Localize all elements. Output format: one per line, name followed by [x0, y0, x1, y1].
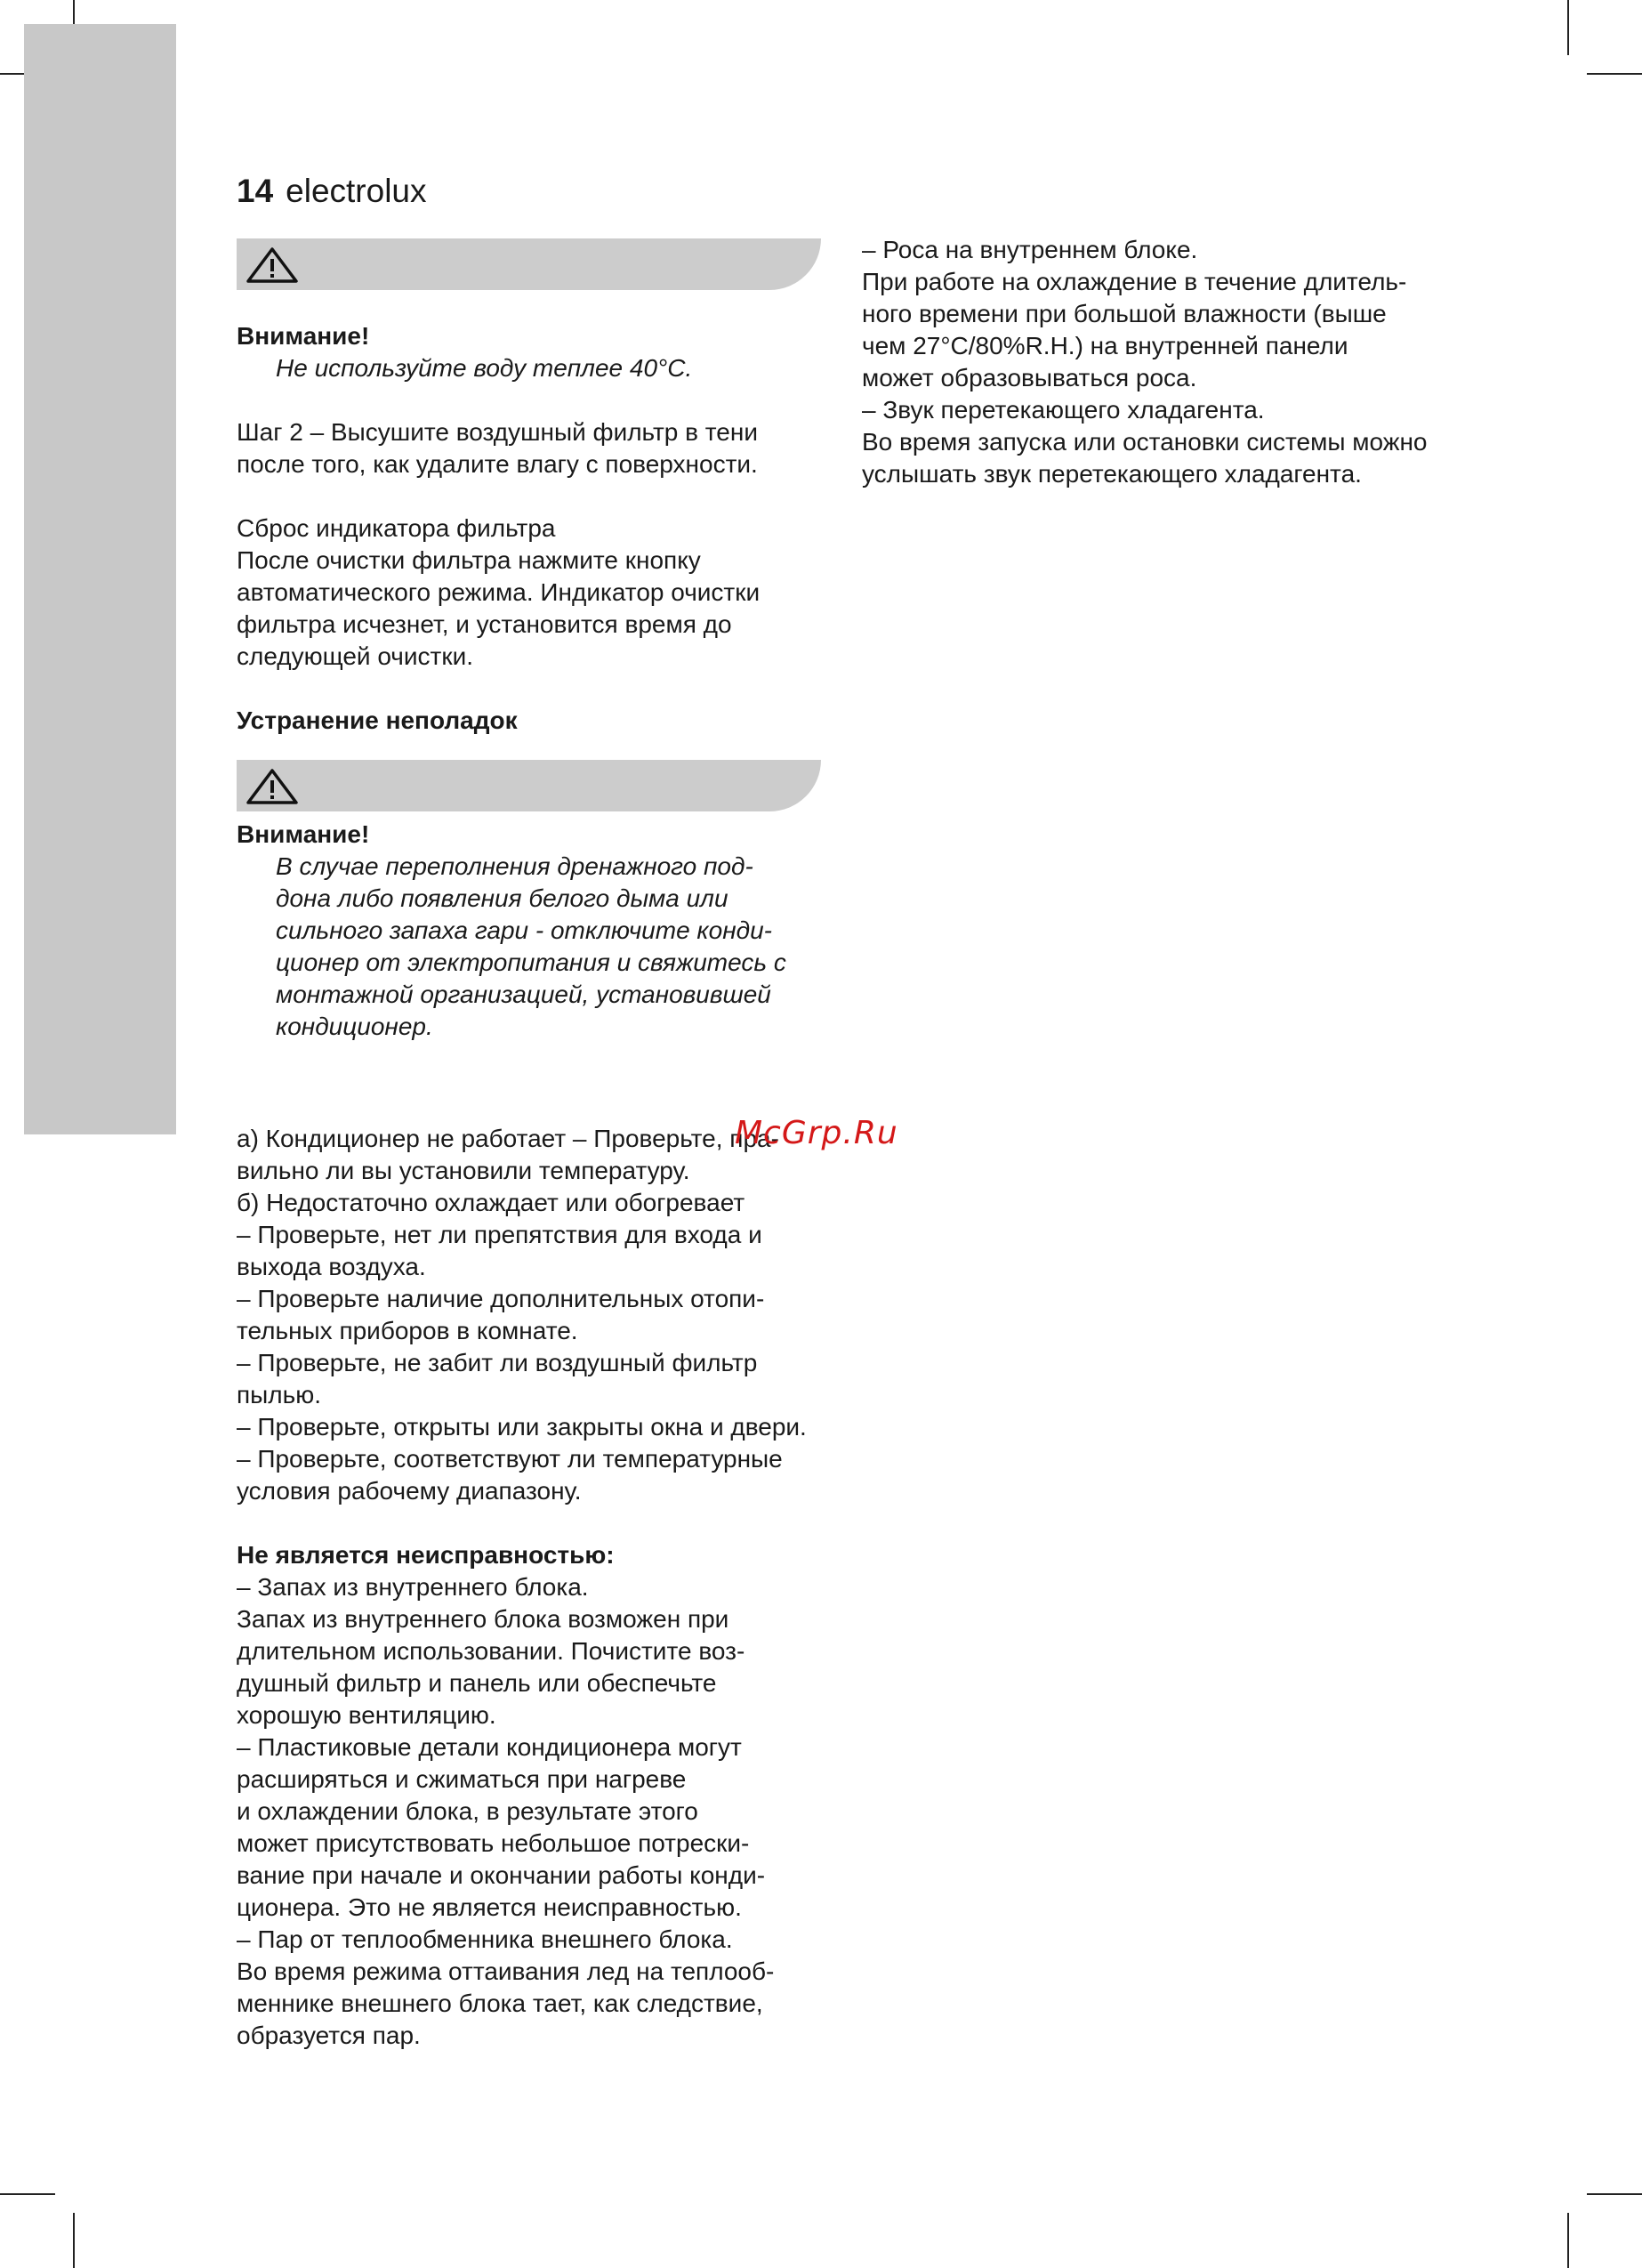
warning-title: Внимание! [237, 322, 370, 350]
text-line: После очистки фильтра нажмите кнопку [237, 546, 701, 574]
page-header [237, 173, 427, 210]
crop-mark [1587, 2193, 1642, 2195]
warning-text [237, 851, 841, 1043]
text-line: – Запах из внутреннего блока. [237, 1573, 589, 1601]
text-line: В случае переполнения дренажного под- [276, 852, 753, 880]
text-line: – Проверьте наличие дополнительных отопи- [237, 1285, 765, 1312]
text-line: вание при начале и окончании работы конди- [237, 1861, 766, 1889]
text-line: Шаг 2 – Высушите воздушный фильтр в тени [237, 418, 758, 446]
text-line: а) Кондиционер не работает – Проверьте, пра- [237, 1125, 779, 1152]
text-line: услышать звук перетекающего хладагента. [862, 460, 1362, 488]
text-line: меннике внешнего блока тает, как следствие, [237, 1990, 763, 2017]
text-line: – Звук перетекающего хладагента. [862, 396, 1265, 424]
text-line: При работе на охлаждение в течение длитель- [862, 268, 1407, 295]
warning-title: Внимание! [237, 820, 370, 848]
text-line: – Проверьте, открыты или закрыты окна и двери. [237, 1413, 807, 1441]
right-column [862, 234, 1502, 490]
text-line: может образовываться роса. [862, 364, 1197, 391]
watermark: McGrp.Ru [735, 1115, 898, 1151]
page-number: 14 [237, 173, 274, 209]
crop-mark [1587, 73, 1642, 75]
text-line: б) Недостаточно охлаждает или обогревает [237, 1189, 745, 1216]
text-line: монтажной организацией, установившей [276, 981, 771, 1008]
text-line: выхода воздуха. [237, 1253, 426, 1280]
sidebar-tab [24, 24, 176, 1134]
text-line: хорошую вентиляцию. [237, 1701, 496, 1729]
text-line: Во время режима оттаивания лед на теплооб- [237, 1957, 775, 1985]
text-line: – Проверьте, соответствуют ли температурные [237, 1445, 783, 1473]
text-line: образуется пар. [237, 2022, 421, 2049]
text-line: фильтра исчезнет, и установится время до [237, 610, 732, 638]
warning-triangle-icon [245, 246, 299, 284]
section-heading: Не является неисправностью: [237, 1541, 615, 1569]
text-line: кондиционер. [276, 1013, 433, 1040]
text-line: – Пластиковые детали кондиционера могут [237, 1733, 742, 1761]
warning-bar [237, 760, 841, 811]
text-line: пылью. [237, 1381, 321, 1408]
text-line: – Роса на внутреннем блоке. [862, 236, 1198, 263]
text-line: ного времени при большой влажности (выше [862, 300, 1387, 327]
warning-triangle-icon [245, 768, 299, 805]
text-line: – Пар от теплообменника внешнего блока. [237, 1925, 733, 1953]
text-line: автоматического режима. Индикатор очистки [237, 578, 761, 606]
brand-name: electrolux [286, 173, 427, 209]
text-line: дона либо появления белого дыма или [276, 884, 728, 912]
section-heading: Устранение неполадок [237, 706, 518, 734]
text-line: сильного запаха гари - отключите конди- [276, 916, 773, 944]
text-line: тельных приборов в комнате. [237, 1317, 578, 1344]
text-line: ционер от электропитания и свяжитесь с [276, 948, 786, 976]
text-line: вильно ли вы установили температуру. [237, 1157, 690, 1184]
text-line: расширяться и сжиматься при нагреве [237, 1765, 687, 1793]
text-line: Во время запуска или остановки системы можно [862, 428, 1428, 456]
text-line: ционера. Это не является неисправностью. [237, 1893, 742, 1921]
text-line: Запах из внутреннего блока возможен при [237, 1605, 729, 1633]
text-line: условия рабочему диапазону. [237, 1477, 582, 1505]
text-line: чем 27°C/80%R.H.) на внутренней панели [862, 332, 1348, 359]
crop-mark [0, 2193, 55, 2195]
warning-bar [237, 238, 841, 290]
text-line: длительном использовании. Почистите воз- [237, 1637, 745, 1665]
text-line: душный фильтр и панель или обеспечьте [237, 1669, 717, 1697]
crop-mark [1567, 2213, 1569, 2268]
text-line: может присутствовать небольшое потрески- [237, 1829, 750, 1857]
crop-mark [1567, 0, 1569, 55]
text-line: Не используйте воду теплее 40°C. [276, 354, 693, 382]
text-line: Сброс индикатора фильтра [237, 514, 556, 542]
warning-text [237, 352, 841, 384]
text-line: – Проверьте, не забит ли воздушный фильтр [237, 1349, 758, 1376]
text-line: следующей очистки. [237, 642, 474, 670]
text-line: после того, как удалите влагу с поверхности. [237, 450, 758, 478]
text-line: и охлаждении блока, в результате этого [237, 1797, 698, 1825]
text-line: – Проверьте, нет ли препятствия для входа и [237, 1221, 762, 1248]
crop-mark [73, 2213, 75, 2268]
